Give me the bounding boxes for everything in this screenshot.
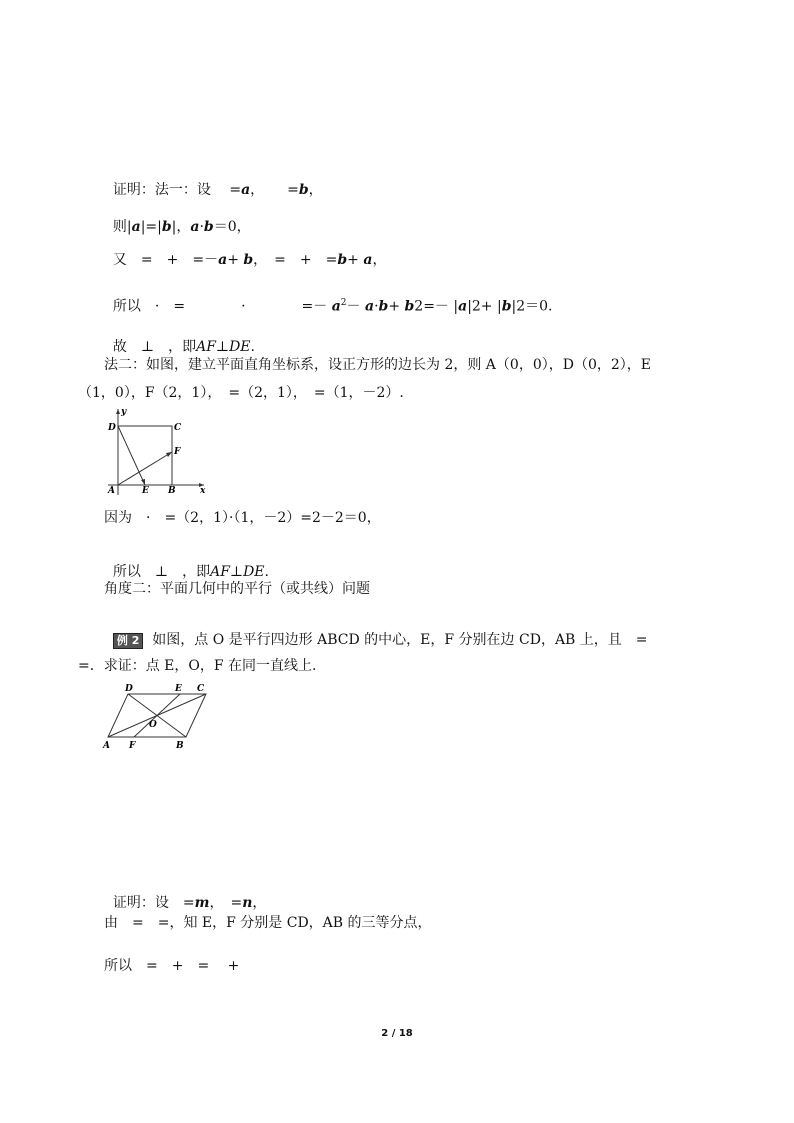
- label-c2: C: [197, 684, 205, 694]
- label-f: F: [174, 447, 181, 457]
- proof2-line1: 证明：设 =m， =n，: [112, 895, 267, 911]
- proof1-line1: 证明：法一：设 =a， =b，: [112, 182, 323, 198]
- label-x: x: [200, 486, 206, 496]
- method2-line3: 因为 · =（2，1）·（1，－2）=2－2＝0，: [104, 510, 381, 526]
- label-o: O: [149, 720, 157, 730]
- proof2-line3: 所以 = + = +: [104, 958, 240, 974]
- y-axis-arrow: [116, 409, 120, 414]
- label-d2: D: [125, 684, 133, 694]
- figure-coordinate-square: [100, 405, 210, 497]
- label-b: B: [168, 486, 176, 496]
- vector-af-arrow: [166, 452, 172, 457]
- example-tag: 例 2: [113, 633, 143, 649]
- method2-line4: 所以 ⊥ ，即AF⊥DE.: [112, 564, 269, 580]
- method2-line1: 法二：如图，建立平面直角坐标系，设正方形的边长为 2，则 A（0，0），D（0，2），E: [104, 357, 651, 373]
- figure-parallelogram: [100, 682, 220, 752]
- example2-line1: 例 2 如图，点 O 是平行四边形 ABCD 的中心，E，F 分别在边 CD，AB 上，且 =: [104, 613, 648, 649]
- example2-line2: =．求证：点 E，O，F 在同一直线上.: [78, 658, 317, 674]
- proof1-line5: 故 ⊥ ，即AF⊥DE.: [112, 339, 255, 355]
- section-title: 角度二：平面几何中的平行（或共线）问题: [104, 581, 370, 597]
- label-c: C: [174, 423, 182, 433]
- label-b2: B: [176, 741, 184, 751]
- label-e: E: [142, 486, 149, 496]
- proof1-line3: 又 = + =－a+ b， = + =b+ a，: [112, 252, 387, 268]
- label-d: D: [108, 423, 116, 433]
- square-abcd: [118, 426, 172, 485]
- label-a2: A: [103, 741, 110, 751]
- page-number: 2 / 18: [381, 1028, 413, 1039]
- label-e2: E: [175, 684, 182, 694]
- label-y: y: [121, 407, 127, 417]
- segment-de: [118, 426, 145, 485]
- method2-line2: （1，0），F（2，1）， =（2，1）， =（1，－2）.: [78, 385, 404, 401]
- proof1-line2: 则|a|=|b|，a·b＝0，: [112, 219, 251, 235]
- label-a: A: [108, 486, 115, 496]
- vector-de-arrow: [141, 479, 145, 485]
- label-f2: F: [129, 741, 136, 751]
- proof2-line2: 由 = =，知 E，F 分别是 CD，AB 的三等分点，: [104, 915, 432, 931]
- segment-ef: [134, 694, 180, 737]
- proof1-line4: 所以 · = · =－ $a^2- a\cdot b+ b2=- |a|2+ |b|2=0$.: [112, 298, 553, 315]
